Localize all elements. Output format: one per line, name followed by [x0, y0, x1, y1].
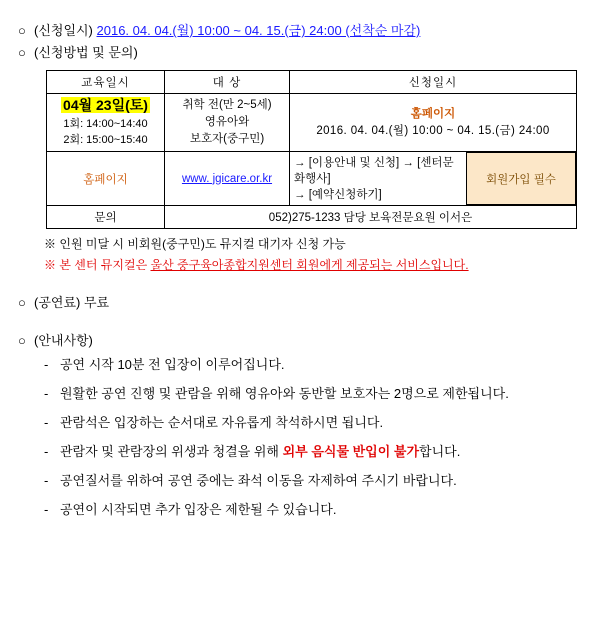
note-red-prefix: 본 센터 뮤지컬은 — [59, 258, 151, 272]
guide-title-row — [18, 332, 582, 350]
dash-icon: - — [44, 386, 49, 401]
list-item-text: 공연 시작 10분 전 입장이 이루어집니다. — [60, 357, 285, 372]
application-table-wrapper — [46, 70, 576, 229]
membership-required-badge: 회원가입 필수 — [467, 153, 576, 205]
apply-date-row — [18, 22, 582, 40]
apply-method-row — [18, 44, 582, 62]
list-item-text: 관람석은 입장하는 순서대로 자유롭게 착석하시면 됩니다. — [60, 415, 384, 430]
schedule-date-highlight: 04월 23일(토) — [63, 97, 148, 113]
apply-period-text: 2016. 04. 04.(월) 10:00 ~ 04. 15.(금) 24:00 — [316, 124, 550, 137]
cell-schedule — [47, 94, 165, 152]
cell-apply-period — [290, 94, 577, 152]
table-header-row — [47, 71, 577, 94]
dash-icon: - — [44, 415, 49, 430]
circle-bullet-icon: ○ — [18, 295, 26, 310]
list-item — [44, 385, 582, 403]
guide-title: (안내사항) — [34, 333, 93, 348]
target-line-2: 영유아와 — [204, 116, 250, 128]
note-text: 인원 미달 시 비회원(중구민)도 뮤지컬 대기자 신청 가능 — [59, 237, 346, 251]
homepage-path-cell-left — [165, 152, 290, 206]
circle-bullet-icon: ○ — [18, 23, 26, 38]
list-item-text-post: 합니다. — [419, 444, 461, 459]
fee-label: (공연료) — [34, 295, 81, 310]
homepage-path-line-2: → [예약신청하기] — [294, 188, 382, 201]
homepage-path-visible-1: → [이용안내 및 신청] → [센터문화행사] — [294, 156, 454, 185]
homepage-path-cell-right — [290, 152, 577, 206]
inquiry-row — [47, 206, 577, 229]
circle-bullet-icon: ○ — [18, 333, 26, 348]
schedule-session-2: 2회: 15:00~15:40 — [63, 134, 148, 146]
homepage-path-text — [290, 153, 467, 205]
list-item — [44, 356, 582, 374]
list-item — [44, 472, 582, 490]
apply-channel-label: 홈페이지 — [410, 107, 456, 120]
target-line-1: 취학 전(만 2~5세) — [182, 99, 272, 111]
fee-section — [18, 294, 582, 312]
guide-section — [18, 332, 582, 519]
circle-bullet-icon: ○ — [18, 45, 26, 60]
apply-date-label: (신청일시) — [34, 23, 93, 38]
note-mark: ※ — [44, 258, 57, 272]
homepage-link[interactable]: www. jgicare.or.kr — [181, 172, 273, 185]
note-red — [44, 256, 582, 274]
fee-line — [34, 294, 109, 312]
homepage-label: 홈페이지 — [47, 152, 165, 206]
guide-list — [44, 356, 582, 519]
list-item-text-emphasis: 외부 음식물 반입이 불가 — [282, 444, 420, 459]
apply-date-line — [34, 22, 420, 40]
list-item — [44, 501, 582, 519]
dash-icon: - — [44, 444, 49, 459]
schedule-date-highlight-wrap — [51, 97, 160, 116]
column-header-apply: 신청일시 — [290, 71, 577, 94]
note-black — [44, 235, 582, 253]
target-line-3: 보호자(중구민) — [189, 133, 265, 145]
apply-method-label: (신청방법 및 문의) — [34, 45, 138, 60]
schedule-session-1: 1회: 14:00~14:40 — [63, 118, 148, 130]
inquiry-text: 052)275-1233 담당 보육전문요원 이서은 — [165, 206, 577, 229]
homepage-row — [47, 152, 577, 206]
list-item-text-pre: 관람자 및 관람장의 위생과 청결을 위해 — [60, 444, 283, 459]
list-item — [44, 414, 582, 432]
list-item-text — [60, 443, 460, 461]
dash-icon: - — [44, 473, 49, 488]
cell-target — [165, 94, 290, 152]
table-row — [47, 94, 577, 152]
note-red-underline: 울산 중구육아종합지원센터 회원에게 제공되는 서비스입니다. — [150, 258, 469, 272]
column-header-schedule: 교육일시 — [47, 71, 165, 94]
apply-date-value: 2016. 04. 04.(월) 10:00 ~ 04. 15.(금) 24:00 (선착순 마감) — [96, 23, 421, 38]
dash-icon: - — [44, 357, 49, 372]
dash-icon: - — [44, 502, 49, 517]
list-item — [44, 443, 582, 461]
list-item-text: 공연질서를 위하여 공연 중에는 좌석 이동을 자제하여 주시기 바랍니다. — [60, 473, 457, 488]
list-item-text: 공연이 시작되면 추가 입장은 제한될 수 있습니다. — [60, 502, 337, 517]
column-header-target: 대 상 — [165, 71, 290, 94]
fee-row — [18, 294, 582, 312]
list-item-text: 원활한 공연 진행 및 관람을 위해 영유아와 동반할 보호자는 2명으로 제한됩니다. — [60, 386, 509, 401]
note-mark: ※ — [44, 237, 57, 251]
inquiry-label: 문의 — [47, 206, 165, 229]
fee-value: 무료 — [83, 295, 110, 310]
application-table — [46, 70, 577, 229]
